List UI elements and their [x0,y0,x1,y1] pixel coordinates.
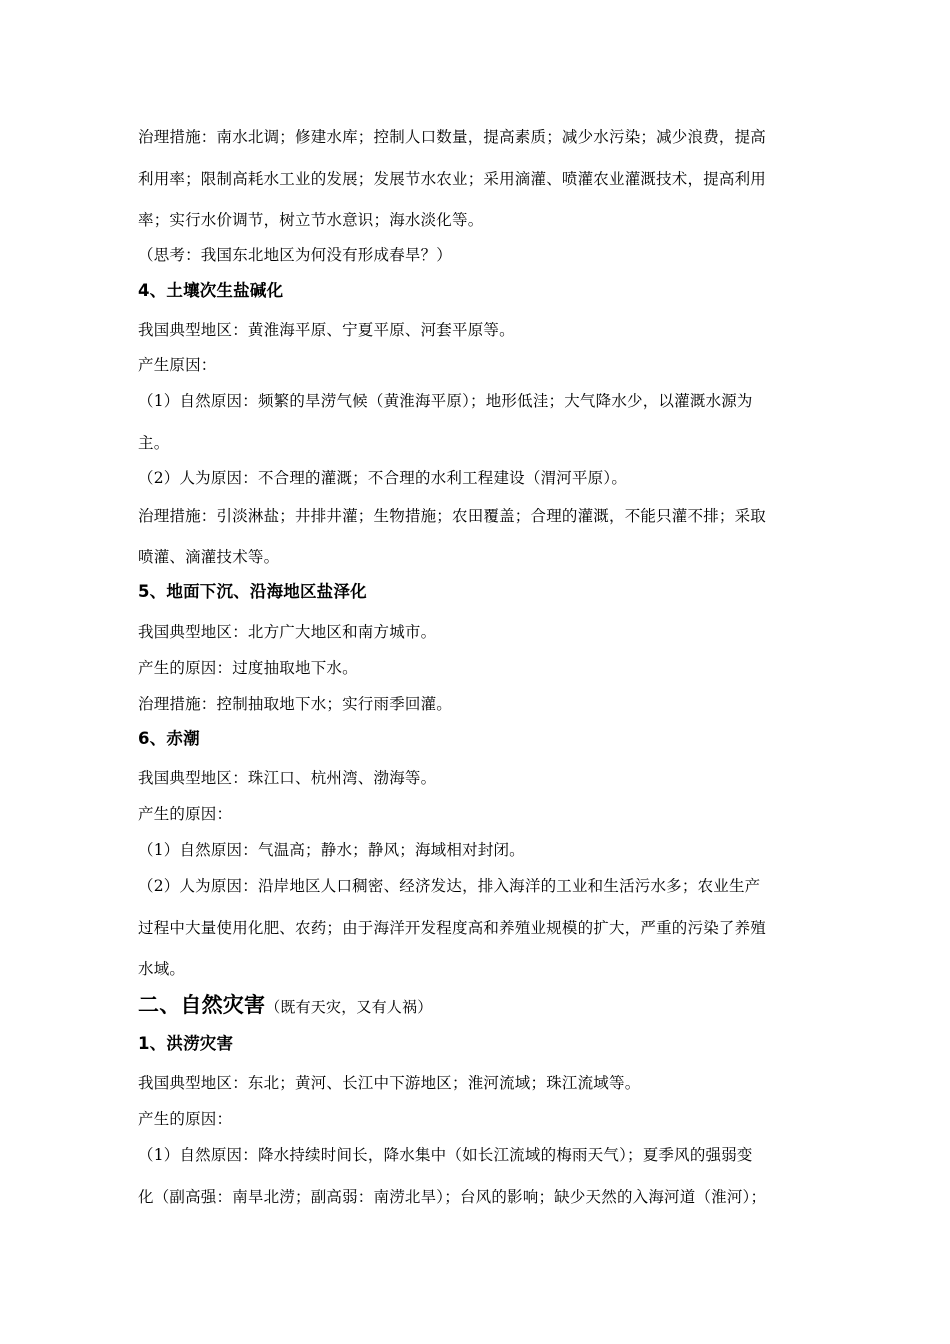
paragraph-line: 治理措施：南水北调；修建水库；控制人口数量，提高素质；减少水污染；减少浪费，提高 [138,128,767,146]
chapter-heading-note: （既有天灾，又有人祸） [265,998,433,1016]
paragraph-line: 喷灌、滴灌技术等。 [138,548,280,566]
paragraph-line: 主。 [138,434,170,452]
paragraph-line: 利用率；限制高耗水工业的发展；发展节水农业；采用滴灌、喷灌农业灌溉技术，提高利用 [138,170,767,188]
paragraph-line: 率；实行水价调节，树立节水意识；海水淡化等。 [138,211,484,229]
paragraph-line: （思考：我国东北地区为何没有形成春旱？） [138,246,453,264]
paragraph-line: 水域。 [138,960,186,978]
section-heading: 6、赤潮 [138,729,200,748]
paragraph-line: 产生的原因： [138,1110,233,1128]
paragraph-line: （2）人为原因：沿岸地区人口稠密、经济发达，排入海洋的工业和生活污水多；农业生产 [138,877,761,895]
paragraph-line: 治理措施：引淡淋盐；井排井灌；生物措施；农田覆盖；合理的灌溉，不能只灌不排；采取 [138,507,767,525]
section-heading: 1、洪涝灾害 [138,1034,234,1053]
paragraph-line: 产生原因： [138,356,217,374]
chapter-heading [138,992,432,1020]
paragraph-line: 产生的原因：过度抽取地下水。 [138,659,358,677]
chapter-heading-title: 二、自然灾害 [138,993,266,1017]
paragraph-line: 我国典型地区：珠江口、杭州湾、渤海等。 [138,769,437,787]
section-heading: 4、土壤次生盐碱化 [138,281,284,300]
paragraph-line: 我国典型地区：北方广大地区和南方城市。 [138,623,437,641]
paragraph-line: （1）自然原因：降水持续时间长，降水集中（如长江流域的梅雨天气）；夏季风的强弱变 [138,1146,753,1164]
paragraph-line: 我国典型地区：东北；黄河、长江中下游地区；淮河流域；珠江流域等。 [138,1074,641,1092]
paragraph-line: 治理措施：控制抽取地下水；实行雨季回灌。 [138,695,453,713]
paragraph-line: 化（副高强：南旱北涝；副高弱：南涝北旱）；台风的影响；缺少天然的入海河道（淮河）； [138,1188,767,1206]
paragraph-line: 我国典型地区：黄淮海平原、宁夏平原、河套平原等。 [138,321,515,339]
paragraph-line: 产生的原因： [138,805,233,823]
paragraph-line: （2）人为原因：不合理的灌溉；不合理的水利工程建设（渭河平原）。 [138,469,628,487]
section-heading: 5、地面下沉、沿海地区盐泽化 [138,582,367,601]
paragraph-line: 过程中大量使用化肥、农药；由于海洋开发程度高和养殖业规模的扩大，严重的污染了养殖 [138,919,767,937]
paragraph-line: （1）自然原因：气温高；静水；静风；海域相对封闭。 [138,841,525,859]
paragraph-line: （1）自然原因：频繁的旱涝气候（黄淮海平原）；地形低洼；大气降水少，以灌溉水源为 [138,392,753,410]
